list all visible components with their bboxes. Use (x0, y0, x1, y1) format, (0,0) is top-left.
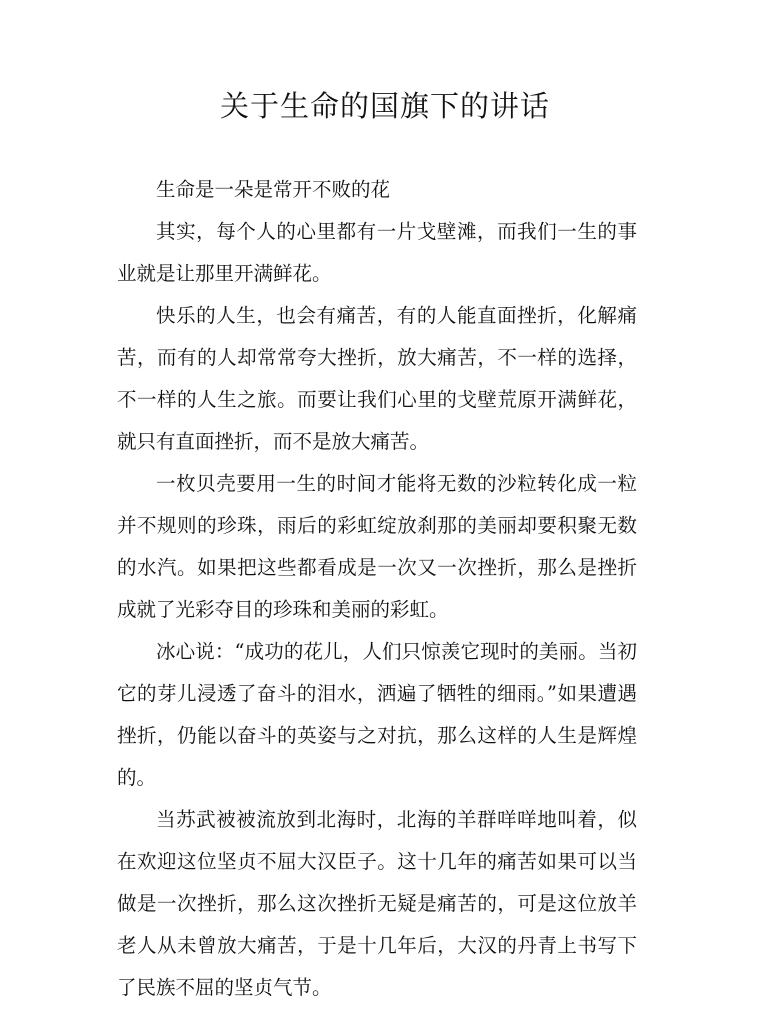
paragraph: 冰心说：“成功的花儿，人们只惊羡它现时的美丽。当初它的芽儿浸透了奋斗的泪水，洒遍了牺牲的细雨。”如果遭遇挫折，仍能以奋斗的英姿与之对抗，那么这样的人生是辉煌的。 (117, 640, 637, 789)
paragraph: 生命是一朵是常开不败的花 (156, 178, 391, 201)
paragraph: 当苏武被被流放到北海时，北海的羊群咩咩地叫着，似在欢迎这位坚贞不屈大汉臣子。这十几年的痛苦如果可以当做是一次挫折，那么这次挫折无疑是痛苦的，可是这位放羊老人从未曾放大痛苦，于是十几年后，大汉的丹青上书写下了民族不屈的坚贞气节。 (117, 808, 637, 999)
document-title: 关于生命的国旗下的讲话 (219, 89, 550, 123)
paragraph: 其实，每个人的心里都有一片戈壁滩，而我们一生的事业就是让那里开满鲜花。 (117, 220, 637, 285)
paragraph: 快乐的人生，也会有痛苦，有的人能直面挫折，化解痛苦，而有的人却常常夸大挫折，放大痛苦，不一样的选择，不一样的人生之旅。而要让我们心里的戈壁荒原开满鲜花，就只有直面挫折，而不是放大痛苦。 (117, 304, 637, 453)
document-body (117, 169, 637, 1009)
paragraph: 一枚贝壳要用一生的时间才能将无数的沙粒转化成一粒并不规则的珍珠，雨后的彩虹绽放刹那的美丽却要积聚无数的水汽。如果把这些都看成是一次又一次挫折，那么是挫折成就了光彩夺目的珍珠和美丽的彩虹。 (117, 472, 637, 621)
